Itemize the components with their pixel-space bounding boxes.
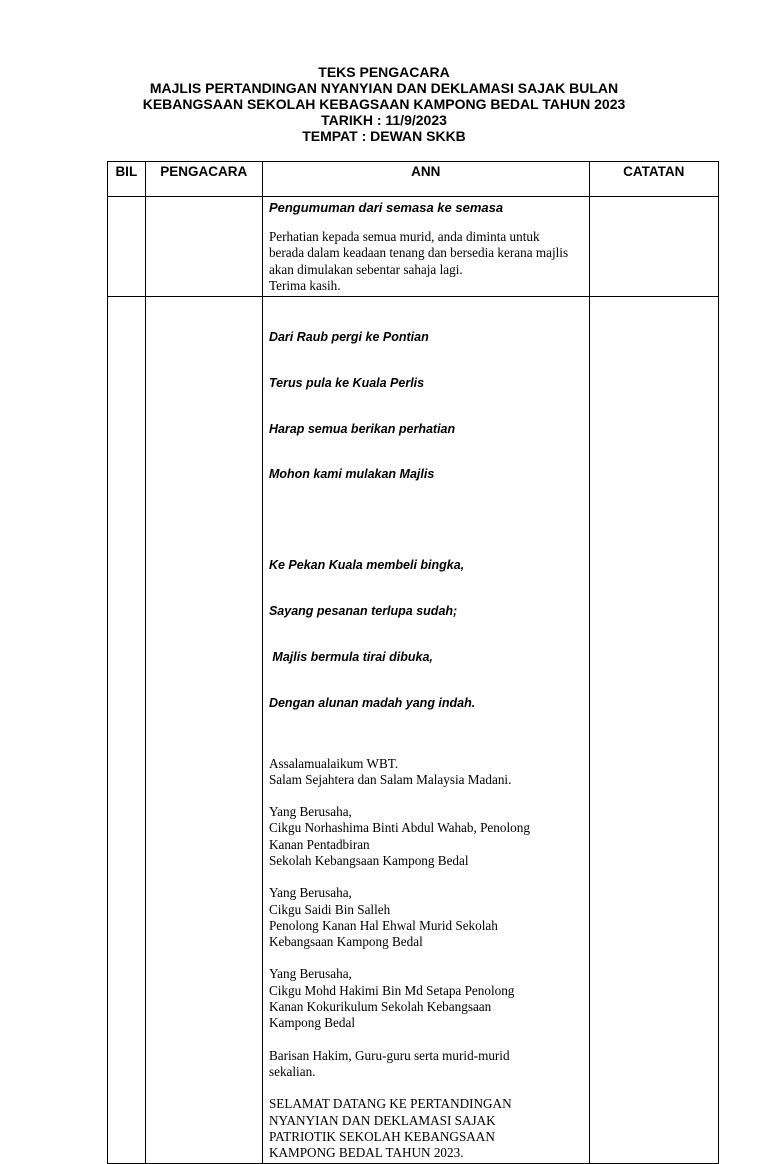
script-table	[107, 161, 719, 1164]
pantun-opening-2: Ke Pekan Kuala membeli bingka, Sayang pesanan terlupa sudah; Majlis bermula tirai dibuka, Dengan alunan madah yang indah.	[268, 557, 476, 710]
greeting-text: Assalamualaikum WBT. Salam Sejahtera dan Salam Malaysia Madani.	[268, 755, 512, 787]
header-date: TARIKH : 11/9/2023	[321, 112, 447, 128]
table-row	[108, 297, 719, 1164]
audience-greeting: Barisan Hakim, Guru-guru serta murid-murid sekalian.	[268, 1047, 510, 1079]
cell-ann	[262, 197, 589, 297]
vip-greeting-2: Yang Berusaha, Cikgu Saidi Bin Salleh Penolong Kanan Hal Ehwal Murid Sekolah Kebangsaan Kampong Bedal	[268, 885, 498, 950]
header-event-line-2: KEBANGSAAN SEKOLAH KEBAGSAAN KAMPONG BEDAL TAHUN 2023	[142, 96, 626, 112]
cell-ann	[262, 297, 589, 1164]
announcement-heading: Pengumuman dari semasa ke semasa	[268, 200, 504, 215]
header-venue: TEMPAT : DEWAN SKKB	[302, 128, 466, 144]
vip-greeting-1: Yang Berusaha, Cikgu Norhashima Binti Abdul Wahab, Penolong Kanan Pentadbiran Sekolah Kebangsaan Kampong Bedal	[268, 804, 530, 868]
welcome-text: SELAMAT DATANG KE PERTANDINGAN NYANYIAN DAN DEKLAMASI SAJAK PATRIOTIK SEKOLAH KEBANGSAAN KAMPONG BEDAL TAHUN 2023.	[268, 1096, 512, 1161]
cell-catatan	[589, 197, 718, 297]
cell-bil	[108, 197, 146, 297]
header-event-line-1: MAJLIS PERTANDINGAN NYANYIAN DAN DEKLAMASI SAJAK BULAN	[149, 80, 619, 96]
cell-bil	[108, 297, 146, 1164]
column-header-ann: ANN	[262, 162, 589, 197]
document-header	[0, 64, 768, 144]
table-row	[108, 197, 719, 297]
column-header-bil: BIL	[108, 162, 146, 197]
cell-pengacara	[145, 197, 262, 297]
vip-greeting-3: Yang Berusaha, Cikgu Mohd Hakimi Bin Md Setapa Penolong Kanan Kokurikulum Sekolah Kebangsaan Kampong Bedal	[268, 966, 515, 1031]
cell-pengacara	[145, 297, 262, 1164]
announcement-text: Perhatian kepada semua murid, anda diminta untuk berada dalam keadaan tenang dan bersedia kerana majlis akan dimulakan sebentar sahaja lagi. Terima kasih.	[268, 229, 569, 293]
cell-catatan	[589, 297, 718, 1164]
table-header-row	[108, 162, 719, 197]
header-title: TEKS PENGACARA	[318, 64, 450, 80]
column-header-catatan: CATATAN	[589, 162, 718, 197]
column-header-pengacara: PENGACARA	[145, 162, 262, 197]
pantun-opening-1: Dari Raub pergi ke Pontian Terus pula ke Kuala Perlis Harap semua berikan perhatian Mohon kami mulakan Majlis	[268, 329, 456, 482]
